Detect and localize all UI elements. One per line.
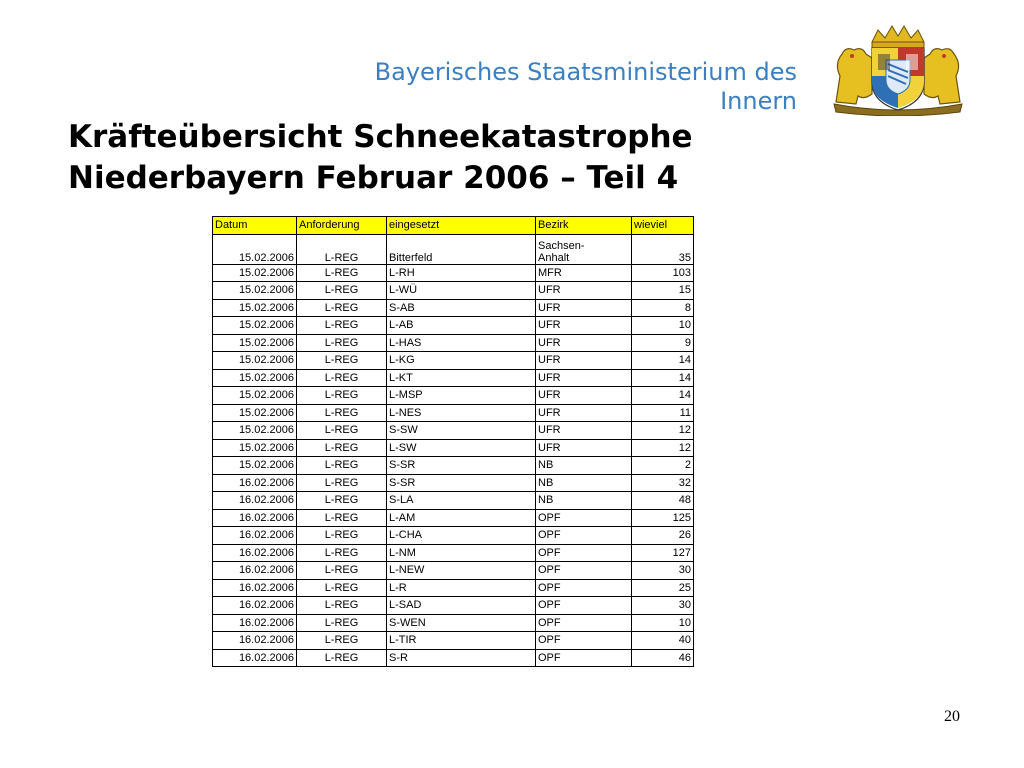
column-header-bezirk: Bezirk (536, 217, 632, 235)
cell-anforderung: L-REG (297, 457, 387, 475)
cell-wieviel: 10 (632, 614, 694, 632)
cell-wieviel: 32 (632, 474, 694, 492)
cell-wieviel: 15 (632, 282, 694, 300)
cell-anforderung: L-REG (297, 317, 387, 335)
cell-datum: 16.02.2006 (213, 562, 297, 580)
cell-anforderung: L-REG (297, 597, 387, 615)
cell-bezirk: OPF (536, 614, 632, 632)
cell-bezirk: Sachsen- Anhalt (536, 234, 632, 264)
cell-anforderung: L-REG (297, 649, 387, 667)
cell-eingesetzt: L-SAD (387, 597, 536, 615)
cell-anforderung: L-REG (297, 492, 387, 510)
table-row (213, 334, 694, 352)
cell-anforderung: L-REG (297, 579, 387, 597)
column-header-wieviel: wieviel (632, 217, 694, 235)
cell-bezirk: UFR (536, 369, 632, 387)
cell-eingesetzt: L-SW (387, 439, 536, 457)
cell-wieviel: 25 (632, 579, 694, 597)
table-header-row (213, 217, 694, 235)
cell-wieviel: 14 (632, 369, 694, 387)
cell-anforderung: L-REG (297, 527, 387, 545)
cell-eingesetzt: S-LA (387, 492, 536, 510)
title-line2: Niederbayern Februar 2006 – Teil 4 (68, 160, 679, 196)
column-header-datum: Datum (213, 217, 297, 235)
cell-wieviel: 40 (632, 632, 694, 650)
cell-wieviel: 11 (632, 404, 694, 422)
table-body (213, 234, 694, 667)
cell-eingesetzt: L-R (387, 579, 536, 597)
cell-datum: 15.02.2006 (213, 234, 297, 264)
cell-wieviel: 8 (632, 299, 694, 317)
table-row (213, 422, 694, 440)
cell-bezirk: NB (536, 492, 632, 510)
cell-wieviel: 14 (632, 387, 694, 405)
cell-datum: 16.02.2006 (213, 492, 297, 510)
cell-bezirk: UFR (536, 404, 632, 422)
cell-datum: 16.02.2006 (213, 597, 297, 615)
cell-anforderung: L-REG (297, 369, 387, 387)
cell-wieviel: 103 (632, 264, 694, 282)
table-row (213, 299, 694, 317)
title-line1: Kräfteübersicht Schneekatastrophe (68, 119, 693, 155)
cell-anforderung: L-REG (297, 422, 387, 440)
cell-bezirk: UFR (536, 317, 632, 335)
cell-wieviel: 125 (632, 509, 694, 527)
cell-wieviel: 48 (632, 492, 694, 510)
cell-anforderung: L-REG (297, 264, 387, 282)
cell-eingesetzt: L-MSP (387, 387, 536, 405)
cell-eingesetzt: S-SW (387, 422, 536, 440)
cell-datum: 16.02.2006 (213, 509, 297, 527)
table-row (213, 317, 694, 335)
table-row (213, 562, 694, 580)
cell-bezirk: UFR (536, 439, 632, 457)
table-row (213, 579, 694, 597)
cell-datum: 16.02.2006 (213, 614, 297, 632)
cell-bezirk: NB (536, 474, 632, 492)
cell-eingesetzt: L-TIR (387, 632, 536, 650)
cell-datum: 15.02.2006 (213, 299, 297, 317)
cell-eingesetzt: L-CHA (387, 527, 536, 545)
table-row (213, 492, 694, 510)
cell-datum: 16.02.2006 (213, 527, 297, 545)
table-row (213, 369, 694, 387)
cell-bezirk: OPF (536, 544, 632, 562)
table-row (213, 457, 694, 475)
table-row (213, 404, 694, 422)
cell-eingesetzt: S-AB (387, 299, 536, 317)
cell-eingesetzt: L-HAS (387, 334, 536, 352)
cell-anforderung: L-REG (297, 334, 387, 352)
cell-wieviel: 2 (632, 457, 694, 475)
cell-anforderung: L-REG (297, 387, 387, 405)
cell-eingesetzt: L-KT (387, 369, 536, 387)
table-row (213, 544, 694, 562)
cell-anforderung: L-REG (297, 282, 387, 300)
table-row (213, 509, 694, 527)
cell-eingesetzt: L-WÜ (387, 282, 536, 300)
cell-datum: 15.02.2006 (213, 387, 297, 405)
cell-datum: 16.02.2006 (213, 632, 297, 650)
cell-anforderung: L-REG (297, 352, 387, 370)
cell-anforderung: L-REG (297, 299, 387, 317)
table-row (213, 264, 694, 282)
forces-table (212, 216, 694, 667)
cell-eingesetzt: L-AB (387, 317, 536, 335)
cell-wieviel: 30 (632, 597, 694, 615)
table-row (213, 597, 694, 615)
cell-bezirk: UFR (536, 422, 632, 440)
cell-anforderung: L-REG (297, 404, 387, 422)
ministry-name-line1: Bayerisches Staatsministerium des (374, 58, 797, 86)
cell-wieviel: 12 (632, 439, 694, 457)
cell-datum: 16.02.2006 (213, 544, 297, 562)
cell-anforderung: L-REG (297, 234, 387, 264)
cell-eingesetzt: L-NES (387, 404, 536, 422)
table-row (213, 474, 694, 492)
cell-datum: 15.02.2006 (213, 334, 297, 352)
table-row (213, 632, 694, 650)
table-row (213, 234, 694, 264)
cell-eingesetzt: S-R (387, 649, 536, 667)
cell-bezirk: OPF (536, 632, 632, 650)
cell-bezirk: UFR (536, 387, 632, 405)
cell-bezirk: OPF (536, 562, 632, 580)
cell-eingesetzt: L-RH (387, 264, 536, 282)
cell-bezirk: OPF (536, 527, 632, 545)
cell-eingesetzt: L-NEW (387, 562, 536, 580)
cell-wieviel: 14 (632, 352, 694, 370)
cell-datum: 15.02.2006 (213, 317, 297, 335)
cell-datum: 15.02.2006 (213, 352, 297, 370)
cell-wieviel: 10 (632, 317, 694, 335)
cell-eingesetzt: S-WEN (387, 614, 536, 632)
cell-datum: 15.02.2006 (213, 457, 297, 475)
cell-datum: 15.02.2006 (213, 439, 297, 457)
cell-datum: 16.02.2006 (213, 649, 297, 667)
cell-bezirk: OPF (536, 649, 632, 667)
cell-bezirk: OPF (536, 509, 632, 527)
cell-anforderung: L-REG (297, 439, 387, 457)
table-row (213, 282, 694, 300)
cell-bezirk: MFR (536, 264, 632, 282)
cell-bezirk: UFR (536, 282, 632, 300)
cell-eingesetzt: L-AM (387, 509, 536, 527)
cell-eingesetzt: L-NM (387, 544, 536, 562)
table-row (213, 614, 694, 632)
page-title (68, 117, 693, 199)
cell-wieviel: 26 (632, 527, 694, 545)
cell-eingesetzt: S-SR (387, 457, 536, 475)
column-header-eingesetzt: eingesetzt (387, 217, 536, 235)
cell-wieviel: 127 (632, 544, 694, 562)
table-row (213, 527, 694, 545)
cell-datum: 16.02.2006 (213, 474, 297, 492)
cell-wieviel: 46 (632, 649, 694, 667)
ministry-name-line2: Innern (720, 87, 797, 115)
ministry-header (375, 58, 797, 116)
cell-bezirk: UFR (536, 299, 632, 317)
cell-bezirk: UFR (536, 352, 632, 370)
cell-anforderung: L-REG (297, 614, 387, 632)
cell-anforderung: L-REG (297, 632, 387, 650)
cell-anforderung: L-REG (297, 509, 387, 527)
table-row (213, 387, 694, 405)
cell-datum: 15.02.2006 (213, 404, 297, 422)
cell-anforderung: L-REG (297, 544, 387, 562)
cell-anforderung: L-REG (297, 562, 387, 580)
cell-datum: 15.02.2006 (213, 422, 297, 440)
table-row (213, 352, 694, 370)
cell-anforderung: L-REG (297, 474, 387, 492)
cell-eingesetzt: L-KG (387, 352, 536, 370)
table-row (213, 439, 694, 457)
cell-wieviel: 12 (632, 422, 694, 440)
cell-datum: 16.02.2006 (213, 579, 297, 597)
cell-bezirk: OPF (536, 579, 632, 597)
cell-wieviel: 35 (632, 234, 694, 264)
cell-bezirk: NB (536, 457, 632, 475)
cell-datum: 15.02.2006 (213, 369, 297, 387)
cell-bezirk: UFR (536, 334, 632, 352)
coat-of-arms-icon (828, 24, 968, 116)
column-header-anforderung: Anforderung (297, 217, 387, 235)
cell-bezirk: OPF (536, 597, 632, 615)
cell-datum: 15.02.2006 (213, 264, 297, 282)
cell-wieviel: 30 (632, 562, 694, 580)
cell-eingesetzt: S-SR (387, 474, 536, 492)
cell-eingesetzt: Bitterfeld (387, 234, 536, 264)
page-number: 20 (944, 708, 960, 725)
cell-wieviel: 9 (632, 334, 694, 352)
table-row (213, 649, 694, 667)
cell-datum: 15.02.2006 (213, 282, 297, 300)
